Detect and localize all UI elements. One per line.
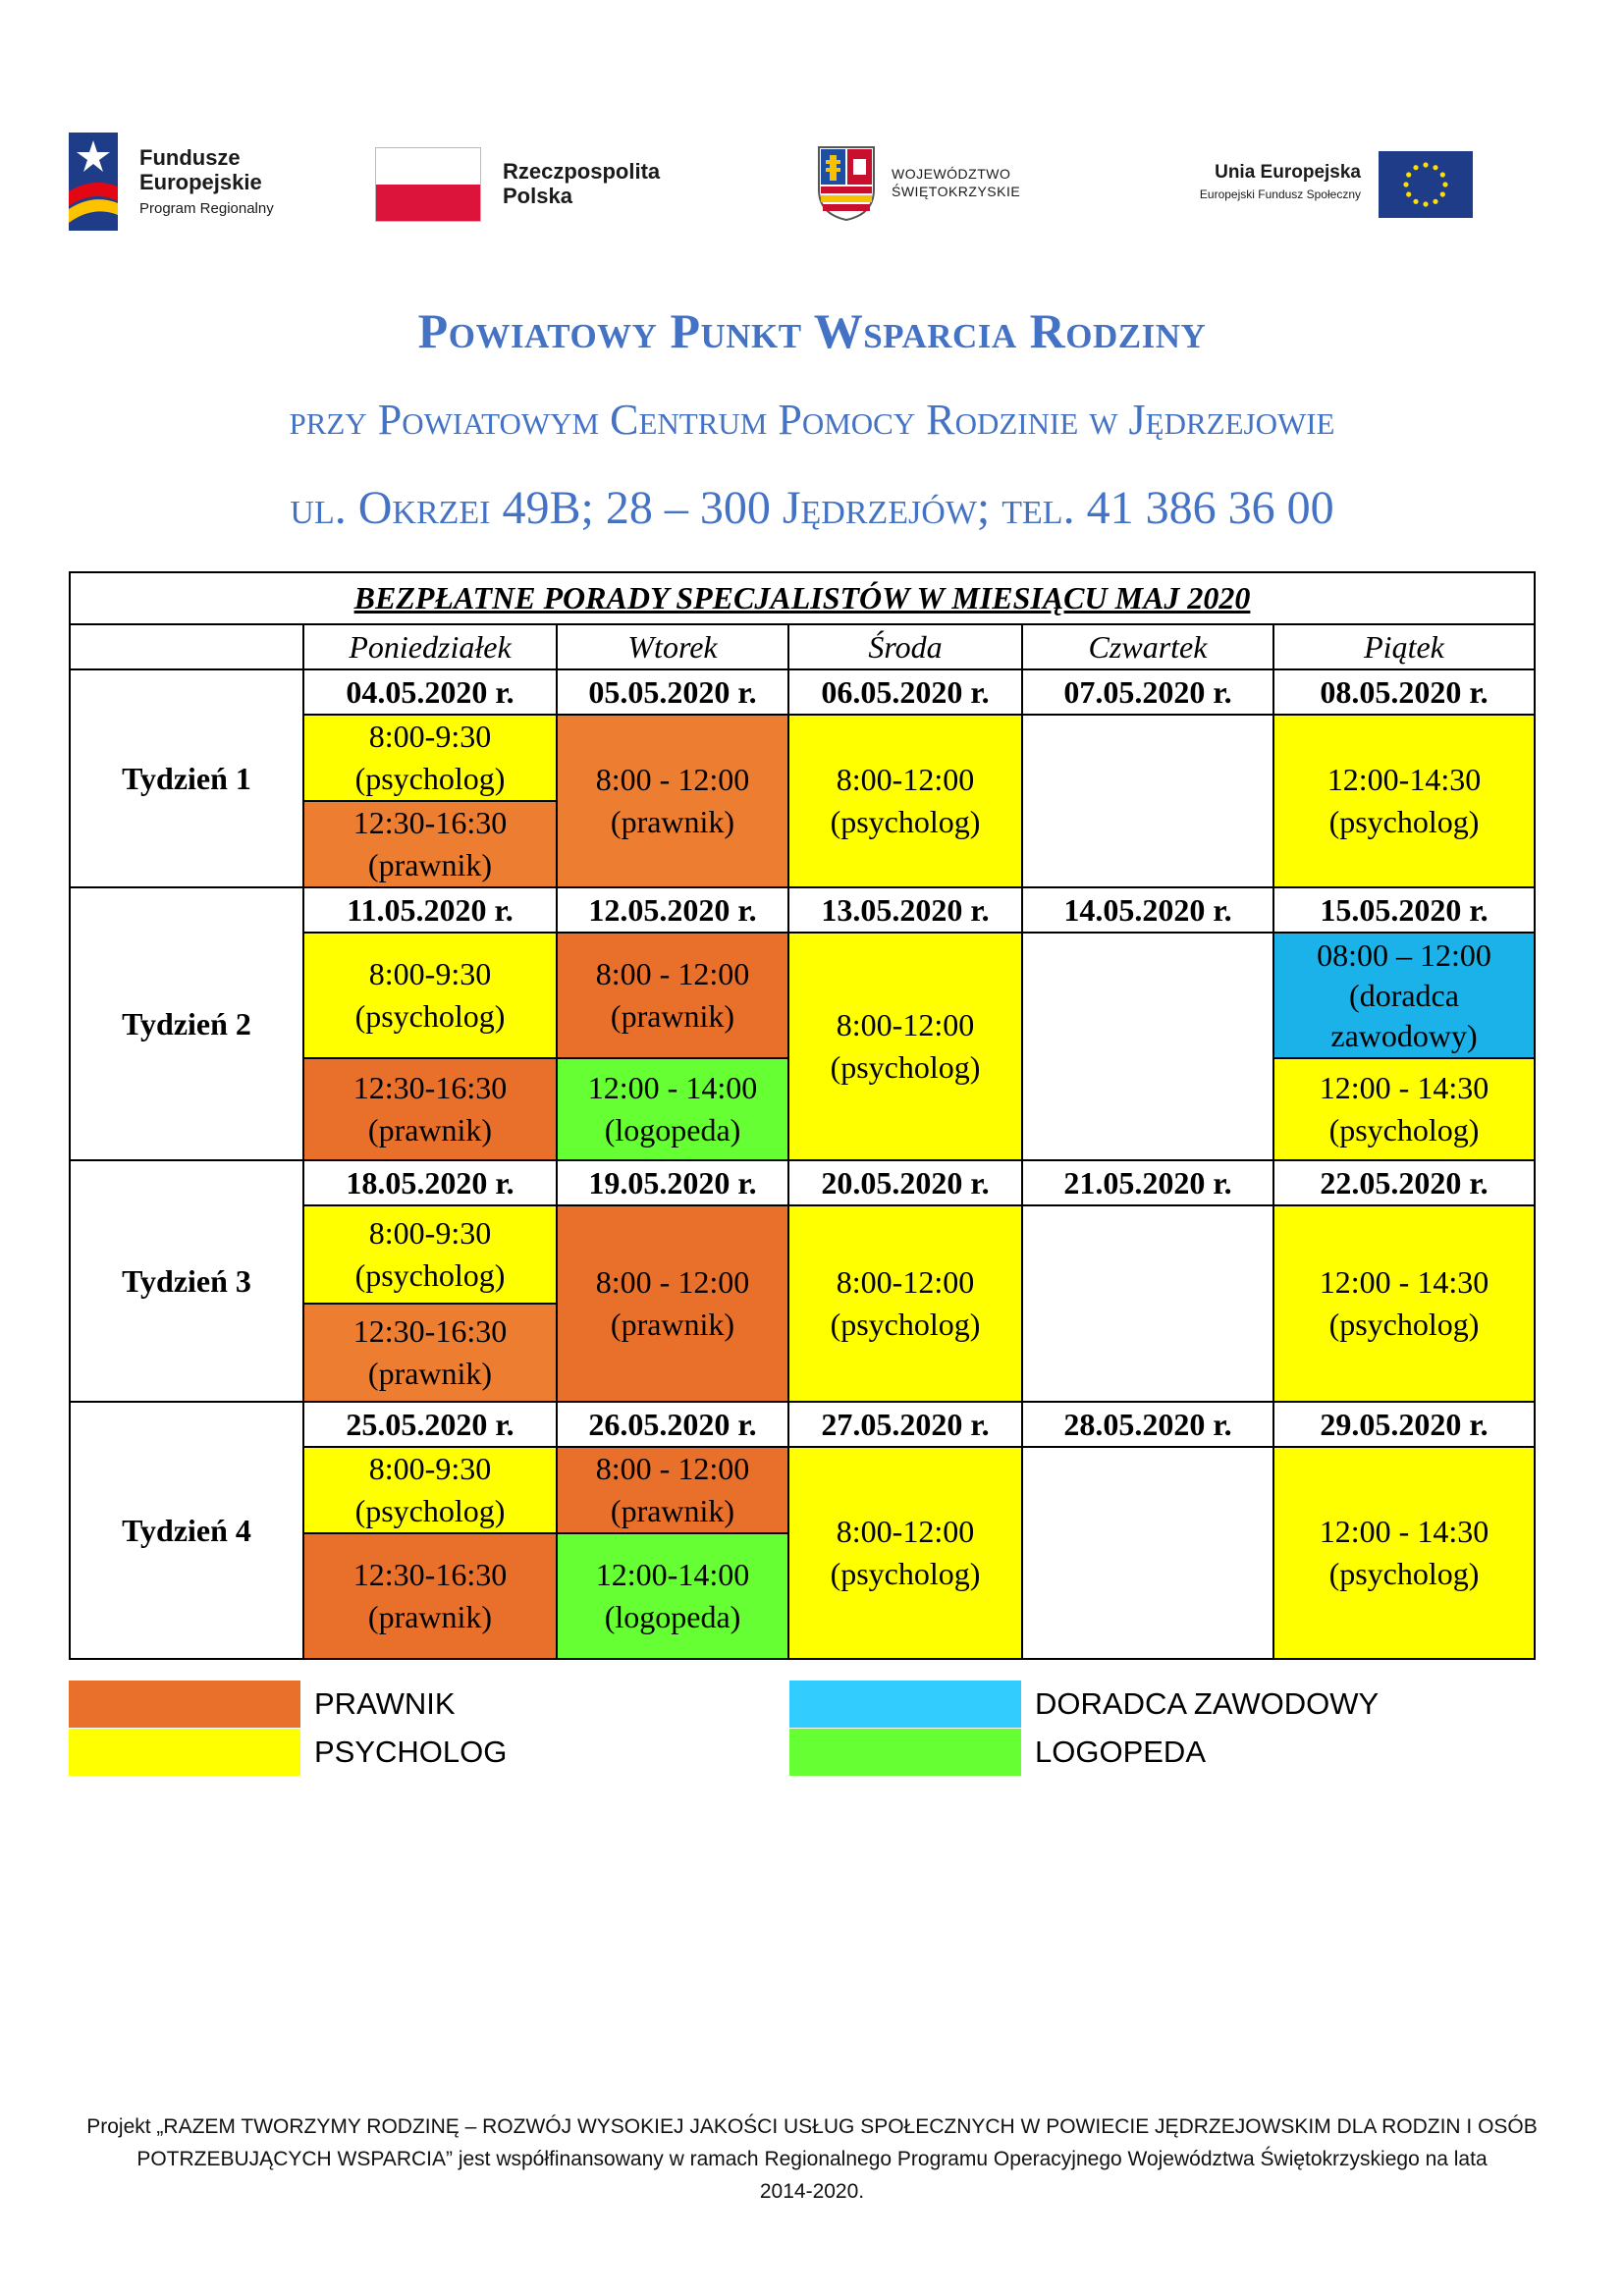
swietokrzyskie-crest-icon <box>817 145 876 222</box>
slot-empty <box>1022 1447 1273 1659</box>
slot-role: zawodowy) <box>1330 1017 1478 1053</box>
footer-line: 2014-2020. <box>759 2180 865 2203</box>
legend-swatch-psycholog <box>69 1729 300 1776</box>
date-cell: 15.05.2020 r. <box>1273 887 1535 933</box>
slot-role: (logopeda) <box>604 1599 741 1634</box>
header-address: ul. Okrzei 49B; 28 – 300 Jędrzejów; tel. 41 386 36 00 <box>290 482 1334 534</box>
slot-role: (prawnik) <box>610 998 735 1034</box>
slot-time: 12:00 - 14:30 <box>1319 1264 1489 1300</box>
fe-line2: Europejskie <box>139 170 262 194</box>
legend-label-doradca: DORADCA ZAWODOWY <box>1035 1686 1380 1721</box>
legend-label-logopeda: LOGOPEDA <box>1035 1735 1206 1769</box>
slot-time: 12:30-16:30 <box>352 805 508 840</box>
slot-time: 12:30-16:30 <box>352 1313 508 1349</box>
slot-time: 12:00 - 14:00 <box>587 1070 758 1105</box>
legend-swatch-doradca <box>789 1681 1021 1728</box>
slot-role: (psycholog) <box>830 1556 981 1591</box>
slot-doradca <box>1273 933 1535 1058</box>
footer-line: POTRZEBUJĄCYCH WSPARCIA” jest współfinansowany w ramach Regionalnego Programu Operacyjnego Województwa Świętokrzyskiego na lata <box>136 2148 1488 2170</box>
slot-time: 8:00-12:00 <box>836 762 975 797</box>
slot-role: (psycholog) <box>1328 1556 1480 1591</box>
slot-role: (psycholog) <box>830 1307 981 1342</box>
slot-time: 12:00 - 14:30 <box>1319 1514 1489 1549</box>
rp-line2: Polska <box>503 184 572 208</box>
ue-line1: Unia Europejska <box>1215 162 1361 183</box>
day-header: Piątek <box>1273 624 1535 669</box>
date-cell: 29.05.2020 r. <box>1273 1402 1535 1447</box>
unia-europejska-logo-text <box>1159 162 1361 205</box>
slot-time: 8:00 - 12:00 <box>595 956 750 991</box>
corner-cell <box>70 624 303 669</box>
eu-flag-icon <box>1379 151 1473 218</box>
slot-role: (prawnik) <box>367 847 493 882</box>
date-cell: 22.05.2020 r. <box>1273 1160 1535 1205</box>
week-label: Tydzień 3 <box>70 1160 303 1402</box>
table-title: BEZPŁATNE PORADY SPECJALISTÓW W MIESIĄCU MAJ 2020 <box>70 572 1535 624</box>
slot-psycholog <box>303 715 557 801</box>
slot-time: 08:00 – 12:00 <box>1317 936 1491 973</box>
slot-empty <box>1022 715 1273 887</box>
slot-psycholog <box>303 1447 557 1533</box>
date-cell: 07.05.2020 r. <box>1022 669 1273 715</box>
date-cell: 28.05.2020 r. <box>1022 1402 1273 1447</box>
slot-role: (psycholog) <box>354 998 506 1034</box>
day-header: Wtorek <box>557 624 788 669</box>
slot-role: (prawnik) <box>610 1493 735 1528</box>
slot-role: (prawnik) <box>367 1112 493 1148</box>
slot-time: 12:00 - 14:30 <box>1319 1070 1489 1105</box>
slot-role: (psycholog) <box>354 1257 506 1293</box>
date-cell: 08.05.2020 r. <box>1273 669 1535 715</box>
ws-line2: ŚWIĘTOKRZYSKIE <box>892 184 1021 199</box>
slot-role: (psycholog) <box>830 804 981 839</box>
ue-sub: Europejski Fundusz Społeczny <box>1199 187 1361 201</box>
slot-role: (psycholog) <box>1328 804 1480 839</box>
date-cell: 26.05.2020 r. <box>557 1402 788 1447</box>
fundusze-europejskie-logo-text <box>139 145 274 221</box>
date-cell: 12.05.2020 r. <box>557 887 788 933</box>
slot-prawnik <box>303 1058 557 1160</box>
date-cell: 20.05.2020 r. <box>788 1160 1022 1205</box>
slot-time: 8:00-9:30 <box>368 956 492 991</box>
slot-role: (doradca <box>1349 977 1459 1013</box>
legend-swatch-logopeda <box>789 1729 1021 1776</box>
date-cell: 21.05.2020 r. <box>1022 1160 1273 1205</box>
day-header: Środa <box>788 624 1022 669</box>
slot-time: 8:00 - 12:00 <box>595 1264 750 1300</box>
date-cell: 04.05.2020 r. <box>303 669 557 715</box>
slot-psycholog <box>788 1447 1022 1659</box>
polish-flag-icon <box>375 147 481 222</box>
week-label: Tydzień 4 <box>70 1402 303 1659</box>
fe-line1: Fundusze <box>139 145 241 170</box>
rp-line1: Rzeczpospolita <box>503 159 661 184</box>
day-header: Poniedziałek <box>303 624 557 669</box>
slot-time: 12:00-14:00 <box>595 1557 750 1592</box>
slot-prawnik <box>303 1533 557 1659</box>
footer-note <box>79 2110 1545 2208</box>
slot-time: 8:00 - 12:00 <box>595 1451 750 1486</box>
slot-logopeda <box>557 1058 788 1160</box>
slot-psycholog <box>788 1205 1022 1402</box>
slot-time: 8:00-12:00 <box>836 1514 975 1549</box>
slot-empty <box>1022 933 1273 1160</box>
slot-empty <box>1022 1205 1273 1402</box>
week-label: Tydzień 1 <box>70 669 303 887</box>
fundusze-europejskie-logo-icon <box>69 133 118 231</box>
slot-role: (psycholog) <box>1328 1307 1480 1342</box>
slot-role: (prawnik) <box>610 804 735 839</box>
slot-prawnik <box>303 801 557 887</box>
slot-prawnik <box>557 933 788 1058</box>
day-header: Czwartek <box>1022 624 1273 669</box>
header-title: Powiatowy Punkt Wsparcia Rodziny <box>417 303 1207 358</box>
slot-prawnik <box>557 1447 788 1533</box>
schedule-table <box>69 571 1534 1660</box>
slot-logopeda <box>557 1533 788 1659</box>
slot-time: 12:30-16:30 <box>352 1557 508 1592</box>
date-cell: 25.05.2020 r. <box>303 1402 557 1447</box>
slot-psycholog <box>1273 1447 1535 1659</box>
slot-psycholog <box>788 933 1022 1160</box>
slot-role: (prawnik) <box>610 1307 735 1342</box>
slot-prawnik <box>303 1304 557 1402</box>
slot-time: 8:00 - 12:00 <box>595 762 750 797</box>
rzeczpospolita-logo-text <box>503 159 660 208</box>
slot-psycholog <box>788 715 1022 887</box>
slot-role: (psycholog) <box>1328 1112 1480 1148</box>
slot-role: (prawnik) <box>367 1599 493 1634</box>
date-cell: 05.05.2020 r. <box>557 669 788 715</box>
slot-time: 12:30-16:30 <box>352 1070 508 1105</box>
legend-swatch-prawnik <box>69 1681 300 1728</box>
slot-psycholog <box>303 1205 557 1304</box>
date-cell: 06.05.2020 r. <box>788 669 1022 715</box>
date-cell: 19.05.2020 r. <box>557 1160 788 1205</box>
week-label: Tydzień 2 <box>70 887 303 1160</box>
slot-time: 8:00-9:30 <box>368 1451 492 1486</box>
slot-psycholog <box>1273 1058 1535 1160</box>
date-cell: 11.05.2020 r. <box>303 887 557 933</box>
date-cell: 27.05.2020 r. <box>788 1402 1022 1447</box>
legend-label-psycholog: PSYCHOLOG <box>314 1735 508 1769</box>
slot-role: (psycholog) <box>354 1493 506 1528</box>
slot-psycholog <box>1273 1205 1535 1402</box>
slot-psycholog <box>1273 715 1535 887</box>
date-cell: 14.05.2020 r. <box>1022 887 1273 933</box>
slot-role: (prawnik) <box>367 1356 493 1391</box>
slot-time: 8:00-12:00 <box>836 1264 975 1300</box>
fe-sub: Program Regionalny <box>139 200 274 217</box>
slot-prawnik <box>557 715 788 887</box>
slot-time: 8:00-9:30 <box>368 1215 492 1251</box>
slot-role: (psycholog) <box>354 761 506 796</box>
slot-prawnik <box>557 1205 788 1402</box>
legend <box>69 1681 1534 1779</box>
slot-psycholog <box>303 933 557 1058</box>
legend-label-prawnik: PRAWNIK <box>314 1686 456 1721</box>
slot-role: (psycholog) <box>830 1049 981 1085</box>
ws-line1: WOJEWÓDZTWO <box>892 166 1011 182</box>
header-subtitle: przy Powiatowym Centrum Pomocy Rodzinie w Jędrzejowie <box>289 396 1335 444</box>
slot-role: (logopeda) <box>604 1112 741 1148</box>
wojewodztwo-logo-text <box>892 165 1020 200</box>
slot-time: 8:00-9:30 <box>368 719 492 754</box>
slot-time: 12:00-14:30 <box>1326 762 1482 797</box>
date-cell: 18.05.2020 r. <box>303 1160 557 1205</box>
slot-time: 8:00-12:00 <box>836 1007 975 1042</box>
date-cell: 13.05.2020 r. <box>788 887 1022 933</box>
footer-line: Projekt „RAZEM TWORZYMY RODZINĘ – ROZWÓJ WYSOKIEJ JAKOŚCI USŁUG SPOŁECZNYCH W POWIECIE JĘDRZEJOWSKIM DLA RODZIN I OSÓB <box>86 2115 1538 2138</box>
